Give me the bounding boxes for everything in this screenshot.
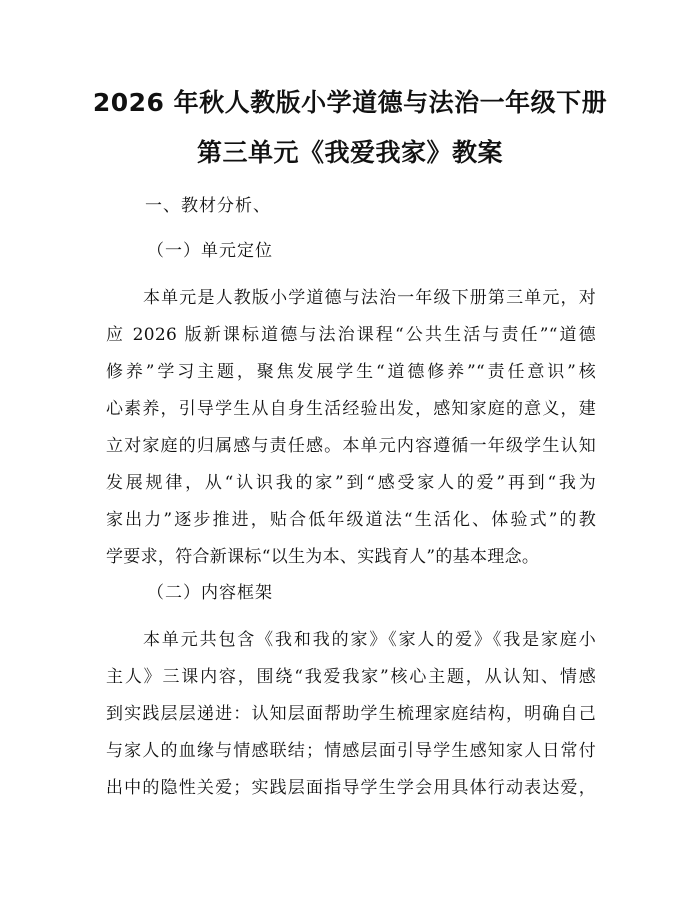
paragraph-line: 到实践层层递进：认知层面帮助学生梳理家庭结构，明确自己	[106, 704, 596, 724]
paragraph-line: 立对家庭的归属感与责任感。本单元内容遵循一年级学生认知	[106, 436, 596, 456]
document-title-line-1: 2026 年秋人教版小学道德与法治一年级下册	[92, 88, 608, 117]
paragraph-line: 与家人的血缘与情感联结；情感层面引导学生感知家人日常付	[106, 741, 596, 761]
paragraph-line: 出中的隐性关爱；实践层面指导学生学会用具体行动表达爱，	[106, 778, 596, 798]
paragraph-line: 家出力”逐步推进，贴合低年级道法“生活化、体验式”的教	[106, 510, 596, 530]
document-title-line-2: 第三单元《我爱我家》教案	[196, 138, 503, 167]
subsection-heading-unit-positioning: （一）单元定位	[147, 241, 273, 261]
paragraph-line: 本单元是人教版小学道德与法治一年级下册第三单元，对	[143, 288, 596, 308]
paragraph-line: 主人》三课内容，围绕“我爱我家”核心主题，从认知、情感	[106, 667, 596, 687]
paragraph-line: 本单元共包含《我和我的家》《家人的爱》《我是家庭小	[143, 630, 596, 650]
paragraph-line: 应 2026 版新课标道德与法治课程“公共生活与责任”“道德	[106, 325, 596, 345]
paragraph-line: 心素养，引导学生从自身生活经验出发，感知家庭的意义，建	[106, 399, 596, 419]
section-heading-textbook-analysis: 一、教材分析、	[145, 196, 271, 216]
paragraph-line: 发展规律，从“认识我的家”到“感受家人的爱”再到“我为	[106, 473, 596, 493]
paragraph-line: 学要求，符合新课标“以生为本、实践育人”的基本理念。	[106, 547, 540, 567]
subsection-heading-content-framework: （二）内容框架	[147, 583, 273, 603]
paragraph-line: 修养”学习主题，聚焦发展学生“道德修养”“责任意识”核	[106, 362, 596, 382]
